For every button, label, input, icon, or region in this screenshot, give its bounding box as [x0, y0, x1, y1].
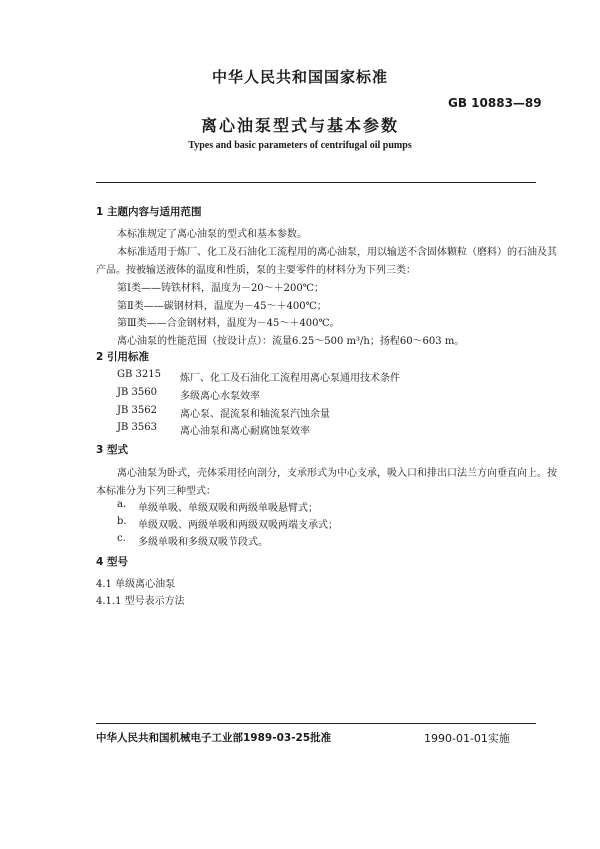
ref-code: GB 3215: [117, 369, 161, 380]
performance-range: 离心油泵的性能范围（按设计点）：流量6.25～500 m³/h；扬程60～603 m。: [117, 336, 465, 347]
ref-code: JB 3563: [117, 422, 157, 433]
type-item-mark: b.: [117, 516, 127, 527]
section-1-para-2-line-2: 产品。按被输送液体的温度和性质，泵的主要零件的材料分为下列三类：: [96, 265, 416, 276]
material-class-2: 第Ⅱ类——碳钢材料，温度为－45～＋400℃；: [117, 301, 327, 312]
type-item-mark: a.: [117, 499, 127, 510]
top-divider: [96, 182, 536, 183]
subsection-4-1: 4.1 单级离心油泵: [96, 579, 176, 590]
ref-title: 炼厂、化工及石油化工流程用离心泵通用技术条件: [180, 373, 400, 384]
ref-title: 离心油泵和离心耐腐蚀泵效率: [180, 426, 310, 437]
section-1-para-1: 本标准规定了离心油泵的型式和基本参数。: [117, 229, 307, 240]
approval-line: 中华人民共和国机械电子工业部1989-03-25批准: [96, 732, 332, 744]
subsection-4-1-1: 4.1.1 型号表示方法: [96, 596, 185, 607]
document-title-en: Types and basic parameters of centrifugal oil pumps: [188, 140, 412, 151]
document-title-cn: 离心油泵型式与基本参数: [200, 116, 399, 135]
section-3-para-line-2: 本标准分为下列三种型式：: [96, 486, 216, 497]
ref-title: 离心泵、混流泵和轴流泵汽蚀余量: [180, 409, 330, 420]
ref-title: 多级离心水泵效率: [180, 391, 260, 402]
standard-title: 中华人民共和国国家标准: [211, 68, 388, 86]
section-1-heading: 1 主题内容与适用范围: [96, 206, 202, 218]
material-class-1: 第Ⅰ类——铸铁材料，温度为－20～＋200℃；: [117, 283, 324, 294]
section-4-heading: 4 型号: [96, 556, 128, 568]
ref-code: JB 3562: [117, 405, 157, 416]
type-item-mark: c.: [117, 533, 126, 544]
type-item-text: 单级双吸、两级单吸和两级双吸两端支承式；: [138, 520, 338, 531]
section-1-para-2-line-1: 本标准适用于炼厂、化工及石油化工流程用的离心油泵，用以输送不含固体颗粒（磨料）的石油及其: [117, 247, 557, 258]
bottom-divider: [96, 723, 536, 724]
section-3-heading: 3 型式: [96, 444, 128, 456]
type-item-text: 单级单吸、单级双吸和两级单吸悬臂式；: [138, 503, 318, 514]
type-item-text: 多级单吸和多级双吸节段式。: [138, 537, 268, 548]
section-3-para-line-1: 离心油泵为卧式，壳体采用径向剖分，支承形式为中心支承，吸入口和排出口法兰方向垂直向上。按: [117, 468, 557, 479]
material-class-3: 第Ⅲ类——合金钢材料，温度为－45～＋400℃。: [117, 318, 340, 329]
effective-date: 1990-01-01实施: [424, 732, 510, 745]
standard-code: GB 10883—89: [448, 96, 542, 110]
ref-code: JB 3560: [117, 387, 157, 398]
section-2-heading: 2 引用标准: [96, 351, 149, 363]
